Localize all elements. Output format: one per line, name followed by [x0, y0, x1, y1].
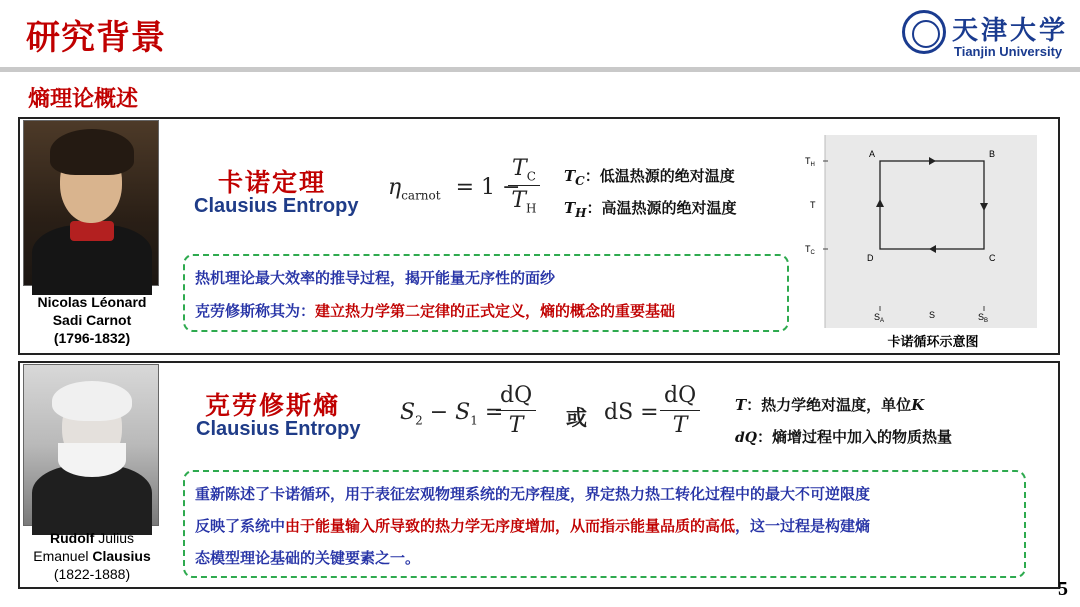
arrow-cd-icon: [929, 245, 936, 253]
clausius-years: (1822-1888): [53, 566, 131, 582]
clausius-def-dq: [735, 426, 952, 447]
unit-k: K: [911, 396, 925, 414]
clausius-note-line2: [195, 515, 870, 536]
x-tick-s: S: [929, 310, 936, 320]
clausius-line2-lead: 反映了系统中: [195, 517, 286, 535]
corner-d: D: [867, 253, 874, 263]
s1-symbol: S: [455, 400, 471, 425]
arrow-ab-icon: [929, 157, 936, 165]
university-seal-icon: [902, 10, 946, 54]
clausius-note-line3: 态模型理论基础的关键要素之一。: [195, 549, 421, 567]
carnot-name-line2: Sadi Carnot: [52, 312, 132, 328]
clausius-formula-lhs: [400, 400, 503, 427]
fraction-denominator: T: [511, 188, 527, 214]
x-tick-sa: $S_A$: [874, 312, 885, 324]
minus-sign: −: [429, 400, 449, 425]
clausius-theorem-subtitle: Clausius Entropy: [196, 418, 361, 440]
carnot-portrait: [23, 120, 159, 286]
or-connector: 或: [566, 406, 587, 430]
clausius-surname: Clausius: [92, 548, 151, 564]
clausius-second-middle: Emanuel: [33, 548, 93, 564]
formula1-equals: =: [484, 400, 504, 425]
carnot-def-tc: [564, 165, 735, 188]
tc-symbol: T: [564, 167, 576, 185]
x-tick-sb: $S_B$: [978, 312, 989, 324]
clausius-first-name: Rudolf: [49, 530, 95, 546]
carnot-caption: [20, 293, 164, 347]
th-subscript: H: [575, 206, 587, 220]
carnot-note-line2: [195, 300, 675, 321]
carnot-note-line1: 热机理论最大效率的推导过程，揭开能量无序性的面纱: [195, 269, 556, 287]
formula-equals: = 1 −: [455, 175, 521, 200]
corner-c: C: [989, 253, 996, 263]
dq-symbol: dQ: [735, 430, 757, 446]
s2-symbol: S: [400, 400, 416, 425]
clausius-portrait: [23, 364, 159, 526]
carnot-def-th: [564, 197, 737, 220]
th-description: ：高温热源的绝对温度: [586, 199, 737, 217]
fraction-numerator: T: [512, 156, 527, 181]
t-symbol: T: [735, 396, 747, 414]
slide-title: 研究背景: [26, 18, 166, 58]
note-line2-highlight: 建立热力学第二定律的正式定义，熵的概念的重要基础: [315, 302, 676, 320]
carnot-name-line1: Nicolas Léonard: [37, 294, 147, 310]
fraction2-numerator: dQ: [660, 383, 700, 411]
clausius-middle-name: Julius: [94, 530, 134, 546]
t-description: ：热力学绝对温度，单位: [746, 396, 912, 414]
tc-description: ：低温热源的绝对温度: [584, 167, 735, 185]
eta-symbol: η: [388, 175, 402, 200]
clausius-def-t: [735, 394, 924, 415]
carnot-efficiency-formula: [388, 175, 520, 202]
carnot-theorem-title: 卡诺定理: [218, 168, 327, 197]
clausius-line2-highlight: 由于能量输入所导致的热力学无序度增加，从而指示能量品质的高低: [285, 517, 736, 535]
clausius-name-line2: [18, 547, 166, 565]
fraction1-denominator: T: [508, 413, 524, 438]
denominator-subscript: H: [526, 201, 537, 216]
carnot-years: (1796-1832): [53, 330, 131, 346]
clausius-theorem-title: 克劳修斯熵: [205, 391, 341, 420]
corner-b: B: [989, 149, 996, 159]
clausius-name-line1: [18, 529, 166, 547]
cycle-rectangle: [880, 161, 984, 249]
university-logo: [902, 10, 1072, 64]
clausius-line2-tail: ，这一过程是构建熵: [735, 517, 871, 535]
clausius-fraction-2: [660, 383, 700, 438]
carnot-note-box: [183, 254, 789, 332]
page-number: 5: [1058, 578, 1068, 600]
dq-description: ：熵增过程中加入的物质热量: [756, 428, 952, 446]
note-line2-lead: 克劳修斯称其为：: [195, 302, 316, 320]
s1-subscript: 1: [470, 413, 478, 428]
carnot-cycle-diagram: [805, 135, 1037, 328]
carnot-fraction: [508, 156, 540, 216]
clausius-caption: [18, 529, 166, 583]
th-symbol: T: [564, 199, 576, 217]
fraction2-denominator: T: [672, 413, 688, 438]
clausius-note-line1: 重新陈述了卡诺循环，用于表征宏观物理系统的无序程度，界定热力热工转化过程中的最大不可逆限度: [195, 485, 871, 503]
header-divider: [0, 67, 1080, 72]
corner-a: A: [869, 149, 876, 159]
clausius-formula2-lhs: dS =: [604, 400, 659, 425]
arrow-bc-icon: [980, 203, 988, 211]
arrow-da-icon: [876, 199, 884, 207]
y-tick-tc: $T_C$: [805, 244, 815, 256]
eta-subscript: carnot: [401, 188, 441, 203]
logo-english-name: Tianjin University: [954, 44, 1063, 59]
carnot-theorem-subtitle: Clausius Entropy: [194, 195, 359, 217]
clausius-fraction-1: [496, 383, 536, 438]
s2-subscript: 2: [415, 413, 423, 428]
y-tick-th: $T_H$: [805, 156, 815, 168]
diagram-caption: 卡诺循环示意图: [887, 335, 979, 350]
tc-subscript: C: [575, 174, 585, 188]
y-tick-t: T: [810, 200, 816, 210]
section-title: 熵理论概述: [28, 87, 139, 112]
logo-chinese-name: 天津大学: [952, 16, 1069, 46]
numerator-subscript: C: [526, 169, 536, 184]
fraction1-numerator: dQ: [496, 383, 536, 411]
clausius-note-box: [183, 470, 1026, 578]
